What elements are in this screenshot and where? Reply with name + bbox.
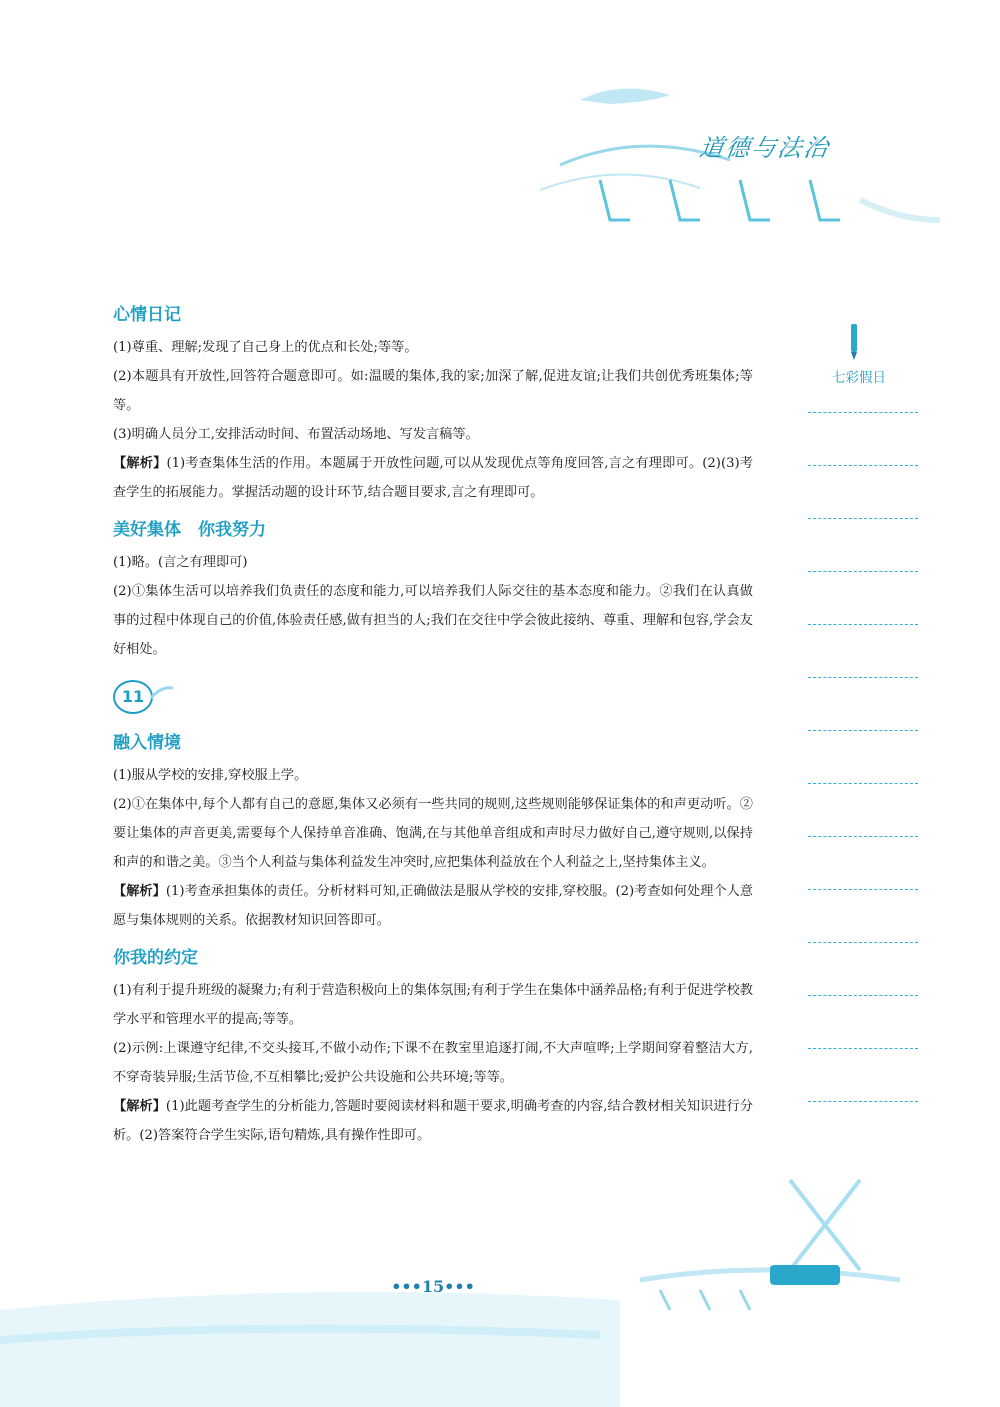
sidebar-label: 七彩假日 (832, 370, 886, 386)
note-line (808, 412, 918, 413)
answer-paragraph: (2)示例:上课遵守纪律,不交头接耳,不做小动作;下课不在教室里追逐打闹,不大声喧哗;上学期间穿着整洁大方,不穿奇装异服;生活节俭,不互相攀比;爱护公共设施和公共环境;等等。 (113, 1041, 753, 1085)
badge-swoosh-icon (149, 684, 175, 704)
analysis-paragraph (113, 449, 753, 507)
note-line (808, 889, 918, 890)
analysis-paragraph (113, 877, 753, 935)
answer-paragraph: (3)明确人员分工,安排活动时间、布置活动场地、写发言稿等。 (113, 427, 479, 442)
answer-paragraph: (1)服从学校的安排,穿校服上学。 (113, 768, 308, 783)
analysis-label: 【解析】 (113, 456, 167, 471)
lesson-badge-row (113, 680, 753, 720)
analysis-text: (1)考查承担集体的责任。分析材料可知,正确做法是服从学校的安排,穿校服。(2)考查如何处理个人意愿与集体规则的关系。依据教材知识回答即可。 (113, 884, 754, 928)
note-line (808, 730, 918, 731)
note-line (808, 1101, 918, 1102)
note-line (808, 942, 918, 943)
answer-content (113, 292, 753, 1150)
answer-paragraph: (2)本题具有开放性,回答符合题意即可。如:温暖的集体,我的家;加深了解,促进友谊;让我们共创优秀班集体;等等。 (113, 369, 753, 413)
section-heading: 融入情境 (113, 733, 181, 753)
note-line (808, 518, 918, 519)
analysis-text: (1)考查集体生活的作用。本题属于开放性问题,可以从发现优点等角度回答,言之有理即可。(2)(3)考查学生的拓展能力。掌握活动题的设计环节,结合题目要求,言之有理即可。 (113, 456, 754, 500)
analysis-paragraph (113, 1092, 753, 1150)
note-line (808, 571, 918, 572)
note-line (808, 783, 918, 784)
note-line (808, 465, 918, 466)
note-line (808, 836, 918, 837)
pen-icon (846, 322, 862, 362)
note-line (808, 677, 918, 678)
answer-paragraph: (1)略。(言之有理即可) (113, 555, 248, 570)
header-title: 道德与法治 (697, 134, 832, 162)
section-heading: 心情日记 (113, 305, 181, 325)
section-heading: 你我的约定 (113, 948, 198, 968)
analysis-label: 【解析】 (113, 884, 166, 899)
lesson-number-badge: 11 (113, 680, 153, 714)
answer-paragraph: (2)①集体生活可以培养我们负责任的态度和能力,可以培养我们人际交往的基本态度和能力。②我们在认真做事的过程中体现自己的价值,体验责任感,做有担当的人;我们在交往中学会彼此接纳、尊重、理解和包容,学会友好相处。 (113, 584, 753, 657)
section-heading: 美好集体 你我努力 (113, 520, 266, 540)
analysis-text: (1)此题考查学生的分析能力,答题时要阅读材料和题干要求,明确考查的内容,结合教材相关知识进行分析。(2)答案符合学生实际,语句精炼,具有操作性即可。 (113, 1099, 753, 1143)
answer-paragraph: (1)尊重、理解;发现了自己身上的优点和长处;等等。 (113, 340, 418, 355)
footer-decoration (0, 1160, 1000, 1407)
page-number: •••15••• (391, 1277, 475, 1296)
answer-paragraph: (2)①在集体中,每个人都有自己的意愿,集体又必须有一些共同的规则,这些规则能够保证集体的和声更动听。②要让集体的声音更美,需要每个人保持单音准确、饱满,在与其他单音组成和声时尽力做好自己,遵守规则,以保持和声的和谐之美。③当个人利益与集体利益发生冲突时,应把集体利益放在个人利益之上,坚持集体主义。 (113, 797, 753, 870)
note-line (808, 624, 918, 625)
note-line (808, 1048, 918, 1049)
analysis-label: 【解析】 (113, 1099, 166, 1114)
note-line (808, 995, 918, 996)
answer-paragraph: (1)有利于提升班级的凝聚力;有利于营造积极向上的集体氛围;有利于学生在集体中涵养品格;有利于促进学校教学水平和管理水平的提高;等等。 (113, 983, 753, 1027)
